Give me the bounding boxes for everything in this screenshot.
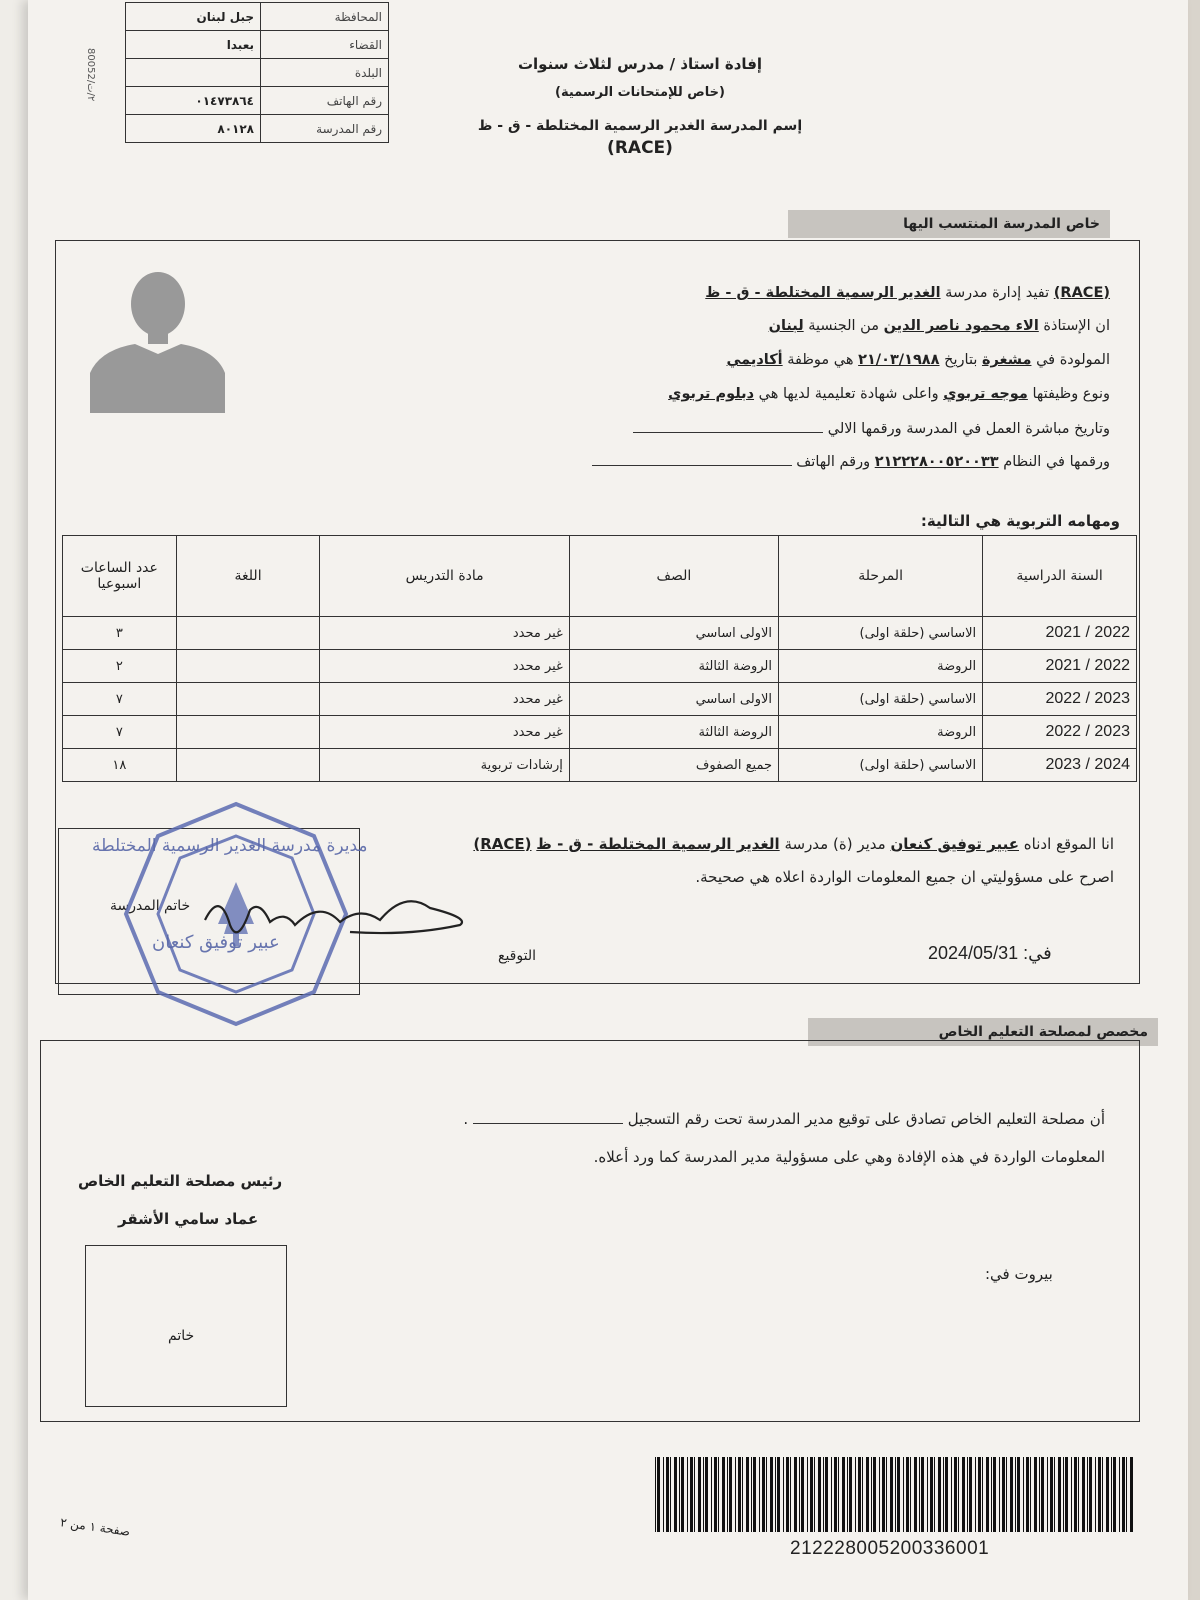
barcode-bar — [919, 1457, 920, 1532]
barcode-bar — [674, 1457, 677, 1532]
barcode-bar — [766, 1457, 767, 1532]
barcode-bar — [1023, 1457, 1024, 1532]
official-stamp-box — [85, 1245, 287, 1407]
barcode-bar — [1034, 1457, 1037, 1532]
table-cell: الروضة الثالثة — [569, 716, 778, 749]
principal-name: عبير توفيق كنعان — [890, 835, 1019, 853]
signer-race-code: (RACE) — [473, 835, 532, 853]
barcode-bar — [1015, 1457, 1016, 1532]
barcode-bar — [914, 1457, 917, 1532]
declaration-line-1: (RACE) تفيد إدارة مدرسة الغدير الرسمية المختلطة - ق - ظ — [705, 285, 1110, 301]
barcode-bar — [873, 1457, 876, 1532]
title-line-3: إسم المدرسة الغدير الرسمية المختلطة - ق - ظ — [477, 118, 803, 134]
barcode-bar — [814, 1457, 815, 1532]
table-header: المرحلة — [779, 536, 983, 617]
approval-line-2: المعلومات الواردة في هذه الإفادة وهي على مسؤولية مدير المدرسة كما ورد أعلاه. — [593, 1148, 1105, 1166]
barcode-bar — [718, 1457, 719, 1532]
barcode-bar — [670, 1457, 671, 1532]
barcode-bar — [759, 1457, 760, 1532]
declaration-line-3: المولودة في مشغرة بتاريخ ٢١/٠٣/١٩٨٨ هي موظفة أكاديمي — [726, 352, 1110, 368]
barcode-bar — [1111, 1457, 1112, 1532]
barcode-bar — [938, 1457, 941, 1532]
barcode-bar — [810, 1457, 813, 1532]
table-cell: 2023 / 2022 — [983, 683, 1137, 716]
barcode-bar — [775, 1457, 776, 1532]
table-cell: الاولى اساسي — [569, 617, 778, 650]
signature-label: التوقيع — [498, 948, 536, 964]
barcode-bar — [1047, 1457, 1048, 1532]
table-row — [63, 749, 1137, 782]
barcode-bar — [825, 1457, 828, 1532]
barcode-bar — [871, 1457, 872, 1532]
stamp-text-name: عبير توفيق كنعان — [152, 932, 280, 953]
table-header: عدد الساعات اسبوعيا — [63, 536, 177, 617]
barcode-bar — [738, 1457, 741, 1532]
barcode-bar — [967, 1457, 968, 1532]
birthdate: ٢١/٠٣/١٩٨٨ — [858, 352, 940, 368]
barcode-bar — [807, 1457, 808, 1532]
info-row — [126, 3, 389, 31]
barcode-bar — [975, 1457, 976, 1532]
table-header: السنة الدراسية — [983, 536, 1137, 617]
barcode-bar — [862, 1457, 863, 1532]
barcode-bar — [770, 1457, 773, 1532]
document-title — [430, 55, 850, 158]
info-row — [126, 87, 389, 115]
barcode-bar — [742, 1457, 743, 1532]
barcode-bar — [1058, 1457, 1061, 1532]
barcode-bar — [727, 1457, 728, 1532]
barcode-bar — [722, 1457, 725, 1532]
barcode-bar — [687, 1457, 688, 1532]
table-cell: غير محدد — [320, 650, 569, 683]
info-value: بعبدا — [126, 31, 261, 59]
school-stamp-label: خاتم المدرسة — [110, 898, 191, 914]
registration-blank — [473, 1123, 623, 1124]
barcode-bar — [910, 1457, 911, 1532]
table-cell: ١٨ — [63, 749, 177, 782]
barcode-bar — [1078, 1457, 1079, 1532]
barcode-bar — [1122, 1457, 1125, 1532]
barcode-bar — [762, 1457, 765, 1532]
table-cell — [176, 749, 320, 782]
table-cell: ٧ — [63, 683, 177, 716]
info-label: رقم المدرسة — [261, 115, 389, 143]
barcode-bar — [986, 1457, 989, 1532]
degree: دبلوم تربوي — [668, 386, 755, 402]
barcode-bar — [690, 1457, 693, 1532]
title-line-1: إفادة استاذ / مدرس لثلاث سنوات — [517, 55, 763, 73]
barcode-bar — [794, 1457, 797, 1532]
signature-date: في: 2024/05/31 — [928, 943, 1052, 963]
info-label: القضاء — [261, 31, 389, 59]
table-cell: غير محدد — [320, 617, 569, 650]
barcode-bar — [1054, 1457, 1055, 1532]
barcode-bar — [895, 1457, 896, 1532]
barcode-bar — [842, 1457, 845, 1532]
barcode-bar — [666, 1457, 669, 1532]
barcode-bar — [1082, 1457, 1085, 1532]
table-row — [63, 617, 1137, 650]
barcode-bar — [993, 1457, 996, 1532]
stamp-text-top: مديرة مدرسة الغدير الرسمية المختلطة — [92, 836, 368, 856]
barcode-bar — [882, 1457, 885, 1532]
barcode-bar — [1102, 1457, 1103, 1532]
barcode-bar — [945, 1457, 948, 1532]
teacher-name: الاء محمود ناصر الدين — [883, 318, 1039, 334]
declaration-line-5: وتاريخ مباشرة العمل في المدرسة ورقمها الالي — [633, 421, 1110, 437]
barcode-bar — [962, 1457, 965, 1532]
table-cell — [176, 650, 320, 683]
barcode-bar — [1050, 1457, 1053, 1532]
job-function: موجه تربوي — [943, 386, 1028, 402]
barcode-bar — [1041, 1457, 1044, 1532]
barcode-bar — [879, 1457, 880, 1532]
table-row — [63, 716, 1137, 749]
race-code: (RACE) — [1053, 285, 1110, 301]
barcode-bar — [1113, 1457, 1116, 1532]
barcode-bar — [906, 1457, 909, 1532]
school-info-table — [125, 2, 389, 143]
barcode-bar — [751, 1457, 752, 1532]
table-cell: 2022 / 2021 — [983, 650, 1137, 683]
barcode-bar — [855, 1457, 856, 1532]
barcode-bar — [1119, 1457, 1120, 1532]
barcode-bar — [823, 1457, 824, 1532]
barcode-bar — [786, 1457, 789, 1532]
table-cell: الاولى اساسي — [569, 683, 778, 716]
barcode-bar — [982, 1457, 983, 1532]
school-name: الغدير الرسمية المختلطة - ق - ظ — [705, 285, 941, 301]
page-number: صفحة ١ من ٢ — [59, 1515, 132, 1539]
system-number: ٢١٢٢٢٨٠٠٥٢٠٠٣٣ — [874, 454, 999, 470]
barcode-bar — [729, 1457, 732, 1532]
barcode-bar — [1074, 1457, 1077, 1532]
table-cell: الاساسي (حلقة اولى) — [779, 617, 983, 650]
info-value: ٠١٤٧٣٨٦٤ — [126, 87, 261, 115]
barcode-bar — [1071, 1457, 1072, 1532]
declaration-line-4: ونوع وظيفتها موجه تربوي واعلى شهادة تعليمية لديها هي دبلوم تربوي — [668, 386, 1110, 402]
section-private-title: مخصص لمصلحة التعليم الخاص — [808, 1018, 1158, 1046]
barcode-bar — [934, 1457, 935, 1532]
barcode-bar — [714, 1457, 717, 1532]
barcode-bar — [790, 1457, 791, 1532]
barcode-bar — [1010, 1457, 1013, 1532]
barcode-bar — [1098, 1457, 1101, 1532]
info-value: جبل لبنان — [126, 3, 261, 31]
barcode-bar — [753, 1457, 756, 1532]
chief-title: رئيس مصلحة التعليم الخاص — [78, 1172, 283, 1190]
barcode-bar — [1106, 1457, 1109, 1532]
info-row — [126, 59, 389, 87]
info-label: المحافظة — [261, 3, 389, 31]
tasks-title: ومهامه التربوية هي التالية: — [920, 512, 1120, 530]
barcode-bar — [1095, 1457, 1096, 1532]
barcode-bar — [1006, 1457, 1007, 1532]
barcode-bar — [818, 1457, 821, 1532]
info-label: البلدة — [261, 59, 389, 87]
chief-name: عماد سامي الأشقر — [118, 1210, 259, 1228]
table-cell: ٢ — [63, 650, 177, 683]
birthplace: مشغرة — [981, 352, 1032, 368]
approval-line-1: أن مصلحة التعليم الخاص تصادق على توقيع مدير المدرسة تحت رقم التسجيل . — [463, 1110, 1105, 1128]
barcode-bar — [903, 1457, 904, 1532]
barcode-bar — [838, 1457, 839, 1532]
barcode-bar — [847, 1457, 848, 1532]
title-line-2: (خاص للإمتحانات الرسمية) — [555, 85, 725, 100]
table-header: مادة التدريس — [320, 536, 569, 617]
barcode-bar — [1039, 1457, 1040, 1532]
barcode-bar — [951, 1457, 952, 1532]
barcode-bar — [694, 1457, 695, 1532]
table-cell: 2024 / 2023 — [983, 749, 1137, 782]
barcode-bar — [954, 1457, 957, 1532]
table-cell: غير محدد — [320, 716, 569, 749]
table-cell — [176, 716, 320, 749]
table-cell: ٣ — [63, 617, 177, 650]
barcode-bar — [831, 1457, 832, 1532]
barcode-bar — [991, 1457, 992, 1532]
barcode-number: 212228005200336001 — [790, 1538, 990, 1559]
barcode-bar — [969, 1457, 972, 1532]
barcode-bar — [663, 1457, 664, 1532]
barcode-bar — [897, 1457, 900, 1532]
table-cell: الروضة الثالثة — [569, 650, 778, 683]
barcode-bar — [1002, 1457, 1005, 1532]
table-cell: الاساسي (حلقة اولى) — [779, 683, 983, 716]
declaration-line-6: ورقمها في النظام ٢١٢٢٢٨٠٠٥٢٠٠٣٣ ورقم الهاتف — [592, 454, 1110, 470]
signer-school-name: الغدير الرسمية المختلطة - ق - ظ — [536, 835, 780, 853]
job-type: أكاديمي — [726, 352, 783, 368]
table-header: الصف — [569, 536, 778, 617]
barcode-bar — [1065, 1457, 1068, 1532]
title-line-4: (RACE) — [607, 138, 673, 158]
section-school-title: خاص المدرسة المنتسب اليها — [788, 210, 1110, 238]
barcode-bar — [735, 1457, 736, 1532]
nationality: لبنان — [768, 318, 804, 334]
table-cell — [176, 617, 320, 650]
barcode-bar — [1017, 1457, 1020, 1532]
barcode-bar — [681, 1457, 684, 1532]
info-row — [126, 31, 389, 59]
barcode-bar — [927, 1457, 928, 1532]
barcode-bar — [999, 1457, 1000, 1532]
barcode-bar — [1030, 1457, 1031, 1532]
barcode-bar — [655, 1457, 656, 1532]
date-value: 2024/05/31 — [928, 943, 1019, 963]
info-value — [126, 59, 261, 87]
table-cell: 2023 / 2022 — [983, 716, 1137, 749]
table-cell: الروضة — [779, 716, 983, 749]
barcode-bar — [705, 1457, 708, 1532]
barcode-bar — [679, 1457, 680, 1532]
beirut-date-label: بيروت في: — [985, 1265, 1053, 1283]
signer-line-2: اصرح على مسؤوليتي ان جميع المعلومات الواردة اعلاه هي صحيحة. — [695, 868, 1114, 886]
barcode-bar — [1089, 1457, 1092, 1532]
barcode-bar — [890, 1457, 893, 1532]
barcode-bar — [698, 1457, 701, 1532]
start-date-blank — [633, 432, 823, 433]
info-value: ٨٠١٢٨ — [126, 115, 261, 143]
barcode-icon — [655, 1457, 1140, 1532]
barcode-bar — [834, 1457, 837, 1532]
barcode-bar — [1130, 1457, 1133, 1532]
barcode-bar — [1063, 1457, 1064, 1532]
table-cell: غير محدد — [320, 683, 569, 716]
signer-line-1: انا الموقع ادناه عبير توفيق كنعان مدير (ة) مدرسة الغدير الرسمية المختلطة - ق - ظ (RACE) — [473, 835, 1114, 853]
barcode-bar — [858, 1457, 861, 1532]
barcode-bar — [958, 1457, 959, 1532]
photo-placeholder-icon — [90, 268, 225, 413]
table-cell: إرشادات تربوية — [320, 749, 569, 782]
table-row — [63, 650, 1137, 683]
barcode-bar — [886, 1457, 887, 1532]
table-row — [63, 683, 1137, 716]
barcode-bar — [711, 1457, 712, 1532]
side-code: ٢/ت/80052 — [85, 48, 96, 102]
declaration-line-2: ان الإستاذة الاء محمود ناصر الدين من الجنسية لبنان — [768, 318, 1110, 334]
info-row — [126, 115, 389, 143]
barcode-bar — [777, 1457, 780, 1532]
signature-icon — [190, 870, 490, 960]
barcode-bar — [746, 1457, 749, 1532]
table-cell: 2022 / 2021 — [983, 617, 1137, 650]
barcode-bar — [703, 1457, 704, 1532]
table-cell — [176, 683, 320, 716]
table-cell: الروضة — [779, 650, 983, 683]
tasks-table — [62, 535, 1137, 782]
barcode-bar — [1126, 1457, 1127, 1532]
barcode-bar — [943, 1457, 944, 1532]
table-header: اللغة — [176, 536, 320, 617]
barcode-bar — [799, 1457, 800, 1532]
barcode-bar — [783, 1457, 784, 1532]
barcode-bar — [849, 1457, 852, 1532]
phone-blank — [592, 465, 792, 466]
barcode-bar — [1026, 1457, 1029, 1532]
table-cell: ٧ — [63, 716, 177, 749]
barcode-bar — [801, 1457, 804, 1532]
barcode-bar — [866, 1457, 869, 1532]
info-label: رقم الهاتف — [261, 87, 389, 115]
official-stamp-label: خاتم — [168, 1328, 195, 1344]
barcode-bar — [921, 1457, 924, 1532]
table-cell: جميع الصفوف — [569, 749, 778, 782]
table-cell: الاساسي (حلقة اولى) — [779, 749, 983, 782]
barcode-bar — [978, 1457, 981, 1532]
barcode-bar — [657, 1457, 660, 1532]
barcode-bar — [930, 1457, 933, 1532]
barcode-bar — [1087, 1457, 1088, 1532]
